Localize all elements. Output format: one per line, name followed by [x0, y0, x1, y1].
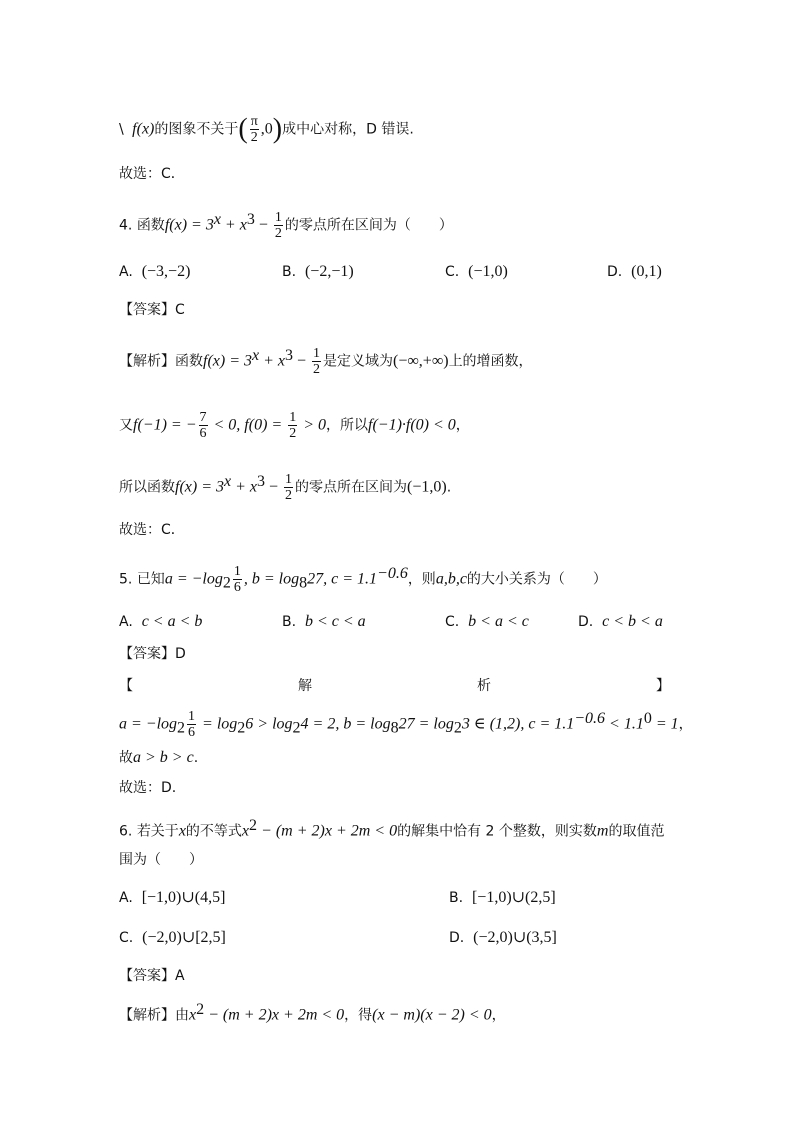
- q5-option-d: D. c < b < a: [578, 613, 663, 630]
- text: 成中心对称，D 错误.: [282, 121, 414, 138]
- q5-option-b: B. b < c < a: [282, 613, 366, 630]
- q4-explanation-2: 又f(−1) = − $\frac{7}{6}$ < 0, f(0) = $\frac{1}{2}$ > 0，所以f(−1)·f(0) < 0，: [119, 410, 470, 441]
- select-line-2: 故选：C．: [119, 522, 185, 538]
- q4-option-b: B. (−2,−1): [282, 263, 354, 280]
- q6-option-d: D. (−2,0)∪(3,5]: [449, 929, 557, 946]
- q5-answer: 【答案】D: [119, 646, 186, 662]
- q6-option-a: A. [−1,0)∪(4,5]: [119, 889, 226, 906]
- q4-explanation-3: 所以函数$f(x) = 3^x + x^3$ − $\frac{1}{2}$ 的零点所在区间为(−1,0).: [119, 472, 452, 504]
- backslash-mark: \: [119, 121, 124, 138]
- q5-explanation-1: $a = -\log_2$ $\frac{1}{6}$ = $\log_26 > \log_24 = 2$, $b = \log_827 = \log_23$ ∈ (1,2), $c = 1.1^{-0.6} < 1.1^0 = 1$，: [119, 709, 693, 741]
- line-symmetry: \ f(x)的图象不关于( $\frac{\pi}{2}$ ,0)成中心对称，D 错误.: [119, 113, 414, 145]
- question-6: 6. 若关于x的不等式$x^2 - (m + 2)x + 2m < 0$的解集中恰有 2 个整数，则实数m的取值范: [119, 817, 665, 840]
- question-5: 5. 已知$a = -\log_2$ $\frac{1}{6}$ , $b = \log_827$, $c = 1.1^{-0.6}$，则a,b,c的大小关系为（ ）: [119, 564, 607, 596]
- q5-option-a: A. c < a < b: [119, 613, 203, 630]
- select-line-3: 故选：D.: [119, 780, 177, 796]
- q4-explanation-1: 【解析】函数$f(x) = 3^x + x^3$ − $\frac{1}{2}$ 是定义域为(−∞,+∞)上的增函数，: [119, 346, 533, 378]
- question-6-cont: 围为（ ）: [119, 852, 203, 868]
- q5-option-c: C. b < a < c: [445, 613, 529, 630]
- pi-over-2: $\frac{\pi}{2}$: [250, 114, 258, 145]
- q4-answer: 【答案】C: [119, 302, 185, 318]
- question-4: 4. 函数$f(x) = 3^x + x^3$ − $\frac{1}{2}$ 的零点所在区间为（ ）: [119, 210, 453, 242]
- q4-option-d: D. (0,1): [607, 263, 662, 280]
- q5-explanation-header: 【 解 析 】: [119, 678, 670, 694]
- q4-option-a: A. (−3,−2): [119, 263, 191, 280]
- fx-symbol: f(x): [128, 120, 155, 138]
- q5-explanation-2: 故a > b > c.: [119, 749, 199, 766]
- select-line-1: 故选：C．: [119, 166, 185, 182]
- q6-answer: 【答案】A: [119, 968, 185, 984]
- q6-explanation: 【解析】由$x^2 - (m + 2)x + 2m < 0$，得(x − m)(x − 2) < 0，: [119, 1001, 506, 1024]
- q6-option-c: C. (−2,0)∪[2,5]: [119, 929, 226, 946]
- q4-option-c: C. (−1,0): [445, 263, 508, 280]
- q6-option-b: B. [−1,0)∪(2,5]: [449, 889, 556, 906]
- text: 的图象不关于: [154, 121, 239, 138]
